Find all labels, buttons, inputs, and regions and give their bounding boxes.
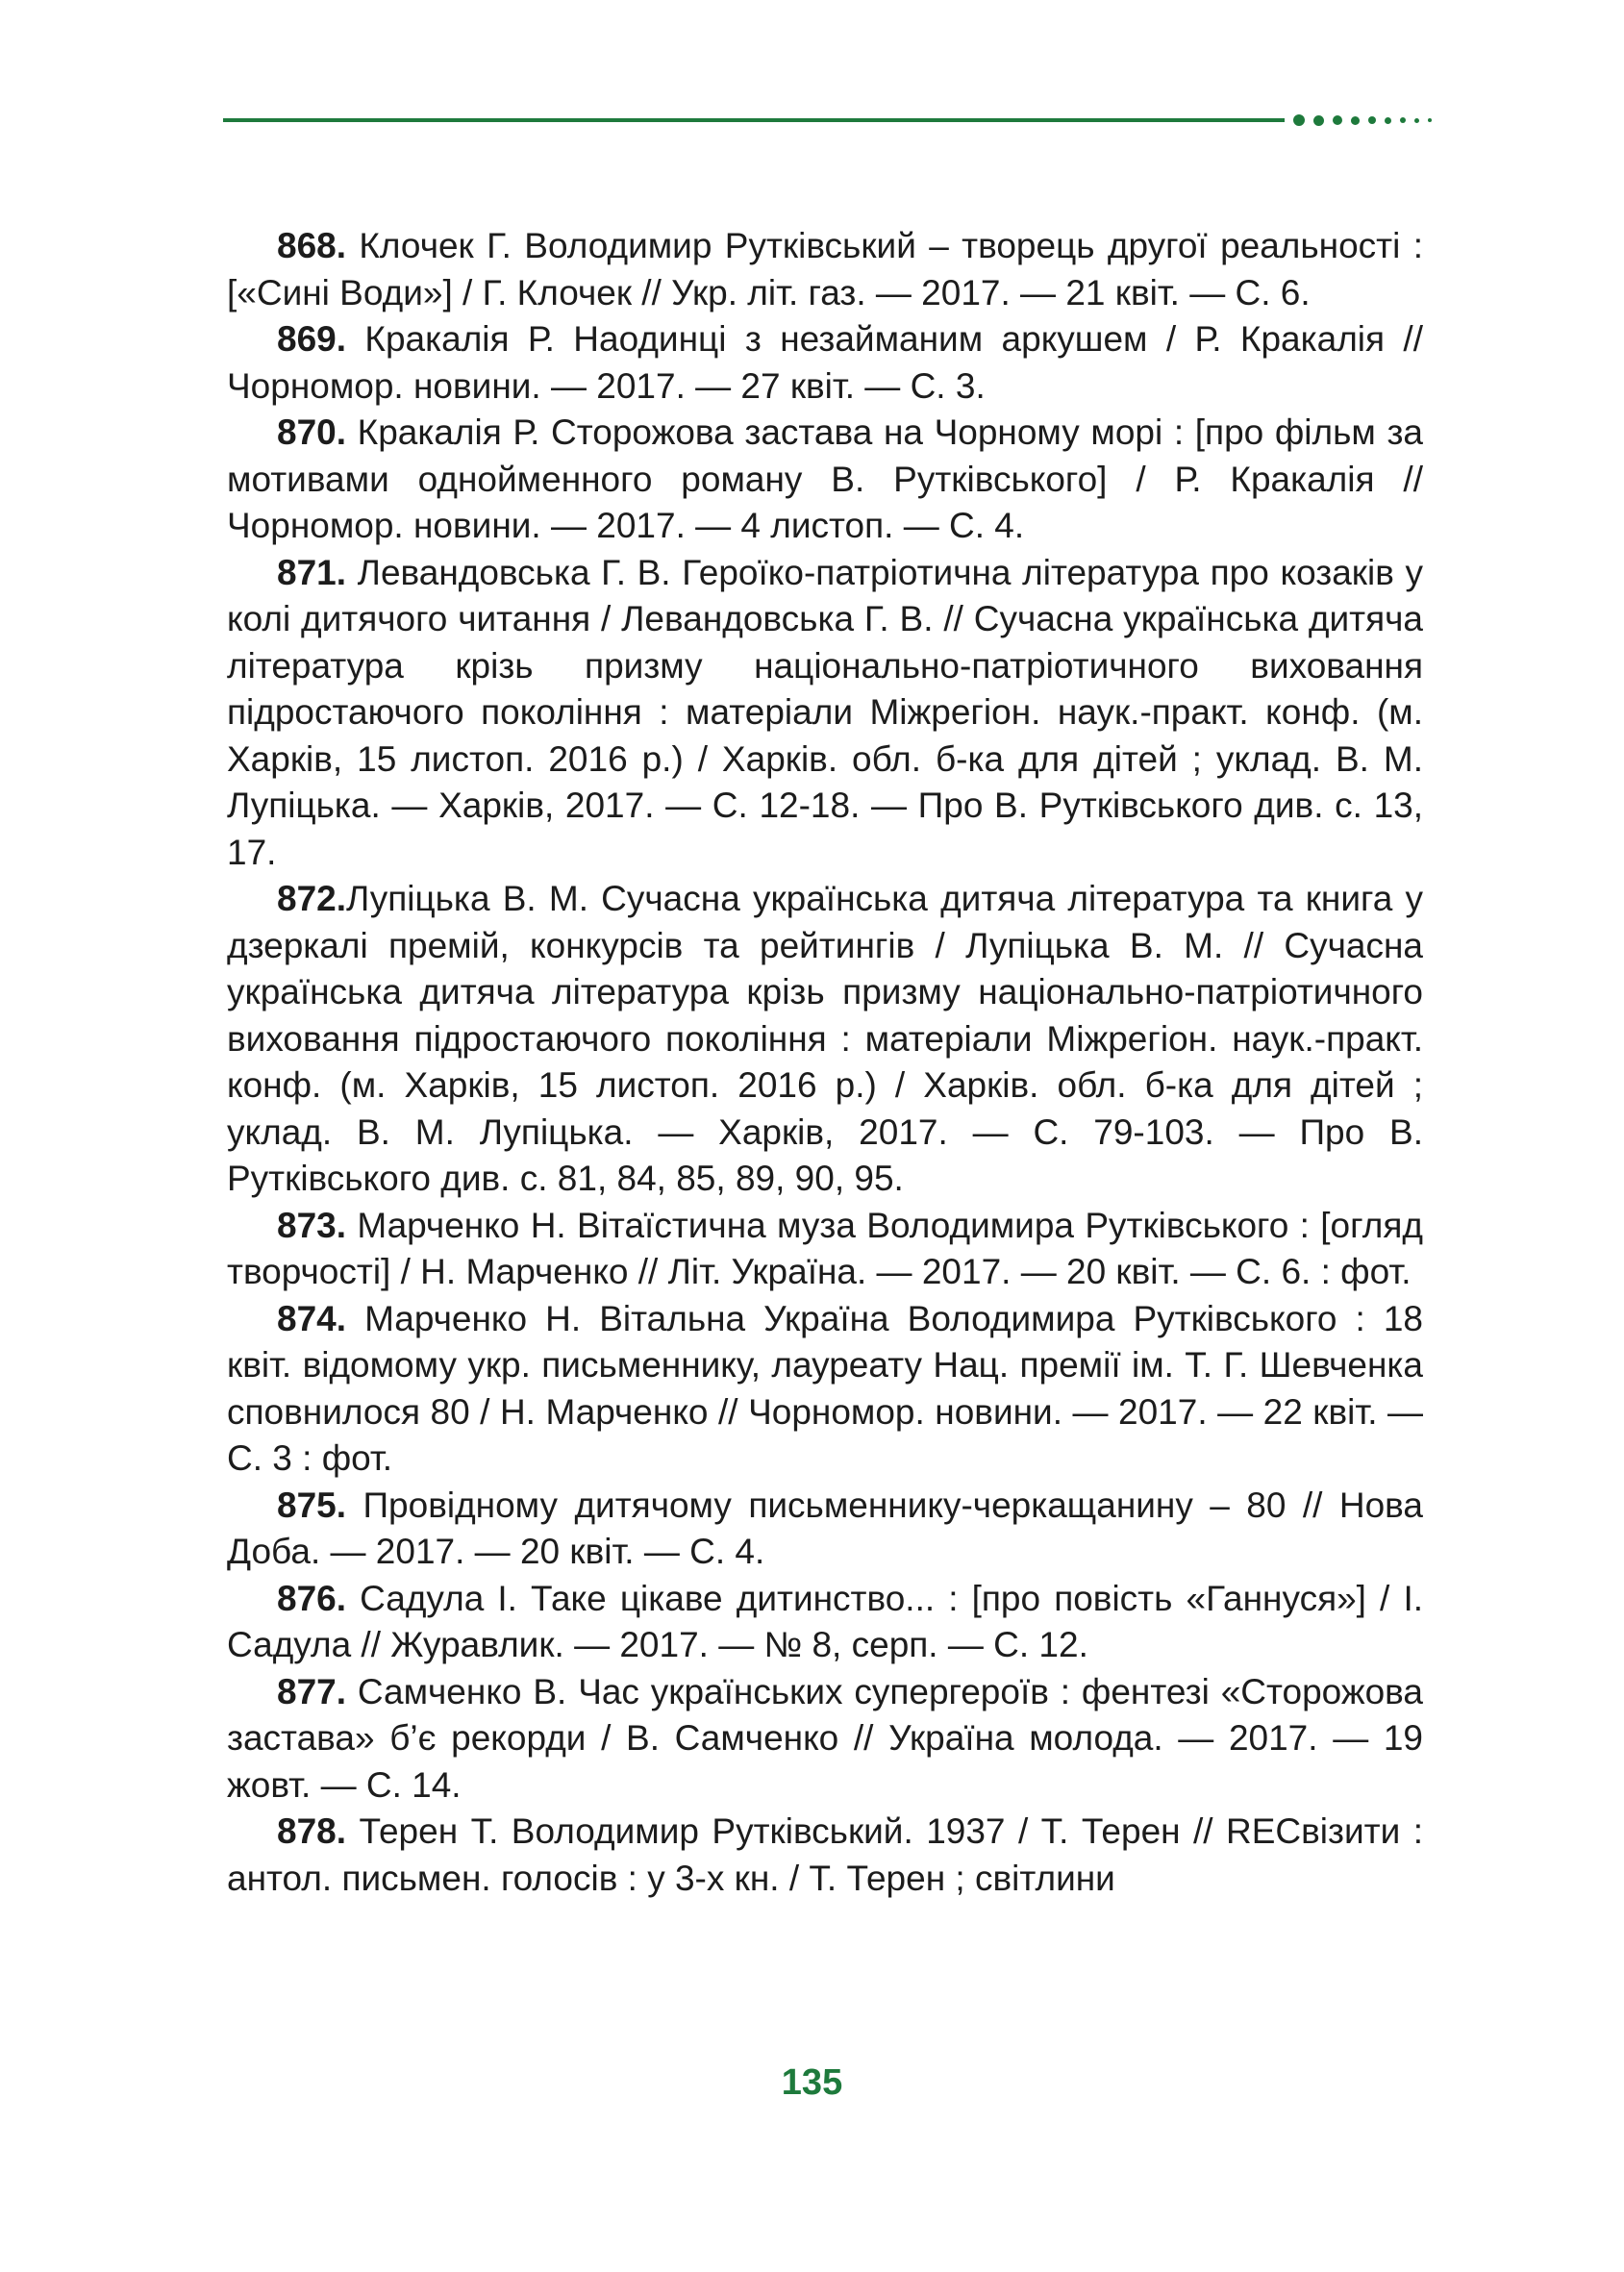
header-dot [1368,116,1376,124]
entry-text: Марченко Н. Вітальна Україна Володимира Рутківського : 18 квіт. відомому укр. письменнику, лауреату Нац. премії ім. Т. Г. Шевченка сповнилося 80 / Н. Марченко // Чорномор. новини. — 2017. — 22 квіт. — С. 3 : фот. [227,1298,1423,1478]
bibliography-entry [227,316,1423,410]
bibliography-entry [227,1203,1423,1296]
entry-text: Садула І. Таке цікаве дитинство... : [про повість «Ганнуся»] / І. Садула // Журавлик. — 2017. — № 8, серп. — С. 12. [227,1578,1423,1664]
entry-number: 874. [277,1298,347,1338]
bibliography-entry [227,1669,1423,1810]
entry-number: 871. [277,552,347,592]
bibliography-entry [227,223,1423,316]
header-dot [1333,115,1342,125]
entry-text: Клочек Г. Володимир Рутківський – творець другої реальності : [«Сині Води»] / Г. Клочек // Укр. літ. газ. — 2017. — 21 квіт. — С. 6. [227,226,1423,312]
header-dot [1414,118,1419,123]
bibliography-entry [227,550,1423,877]
entry-text: Лупіцька В. М. Сучасна українська дитяча література та книга у дзеркалі премій, конкурсів та рейтингів / Лупіцька В. М. // Сучасна українська дитяча література крізь призму національно-патріотичного виховання підростаючого покоління : матеріали Міжрегіон. наук.-практ. конф. (м. Харків, 15 листоп. 2016 р.) / Харків. обл. б-ка для дітей ; уклад. В. М. Лупіцька. — Харків, 2017. — С. 79-103. — Про В. Рутківського див. с. 81, 84, 85, 89, 90, 95. [227,879,1423,1198]
bibliography-entry [227,1809,1423,1902]
entry-number: 876. [277,1578,347,1618]
bibliography-entry [227,1576,1423,1669]
header-dot [1293,114,1305,126]
header-dot [1385,117,1391,124]
entry-text: Кракалія Р. Наодинці з незайманим аркушем / Р. Кракалія // Чорномор. новини. — 2017. — 27 квіт. — С. 3. [227,319,1423,406]
header-dot [1400,117,1406,123]
entry-number: 869. [277,319,347,359]
header-dot [1313,115,1324,126]
bibliography-list [227,223,1423,1902]
entry-number: 872. [277,879,347,918]
entry-text: Левандовська Г. В. Героїко-патріотична література про козаків у колі дитячого читання / Левандовська Г. В. // Сучасна українська дитяча література крізь призму національно-патріотичного виховання підростаючого покоління : матеріали Міжрегіон. наук.-практ. конф. (м. Харків, 15 листоп. 2016 р.) / Харків. обл. б-ка для дітей ; уклад. В. М. Лупіцька. — Харків, 2017. — С. 12-18. — Про В. Рутківського див. с. 13, 17. [227,552,1423,872]
entry-text: Кракалія Р. Сторожова застава на Чорному морі : [про фільм за мотивами однойменного роману В. Рутківського] / Р. Кракалія // Чорномор. новини. — 2017. — 4 листоп. — С. 4. [227,412,1423,545]
entry-number: 877. [277,1671,347,1711]
entry-number: 875. [277,1485,347,1525]
entry-number: 870. [277,412,347,452]
entry-text: Марченко Н. Вітаїстична муза Володимира Рутківського : [огляд творчості] / Н. Марченко // Літ. Україна. — 2017. — 20 квіт. — С. 6. : фот. [227,1205,1423,1291]
header-dots [1293,114,1432,126]
bibliography-entry [227,410,1423,550]
header-dot [1351,116,1360,125]
bibliography-entry [227,876,1423,1203]
entry-number: 873. [277,1205,347,1245]
header-dot [1428,118,1432,122]
bibliography-entry [227,1296,1423,1483]
entry-number: 868. [277,226,347,265]
entry-text: Терен Т. Володимир Рутківський. 1937 / Т. Терен // RECвізити : антол. письмен. голосів : у 3-х кн. / Т. Терен ; світлини [227,1811,1423,1898]
entry-text: Провідному дитячому письменнику-черкащанину – 80 // Нова Доба. — 2017. — 20 квіт. — С. 4. [227,1485,1423,1571]
entry-text: Самченко В. Час українських супергероїв : фентезі «Сторожова застава» б’є рекорди / В. Самченко // Україна молода. — 2017. — 19 жовт. — С. 14. [227,1671,1423,1805]
entry-number: 878. [277,1811,347,1851]
header-rule [223,118,1285,122]
page-number: 135 [781,2062,843,2103]
bibliography-entry [227,1483,1423,1576]
